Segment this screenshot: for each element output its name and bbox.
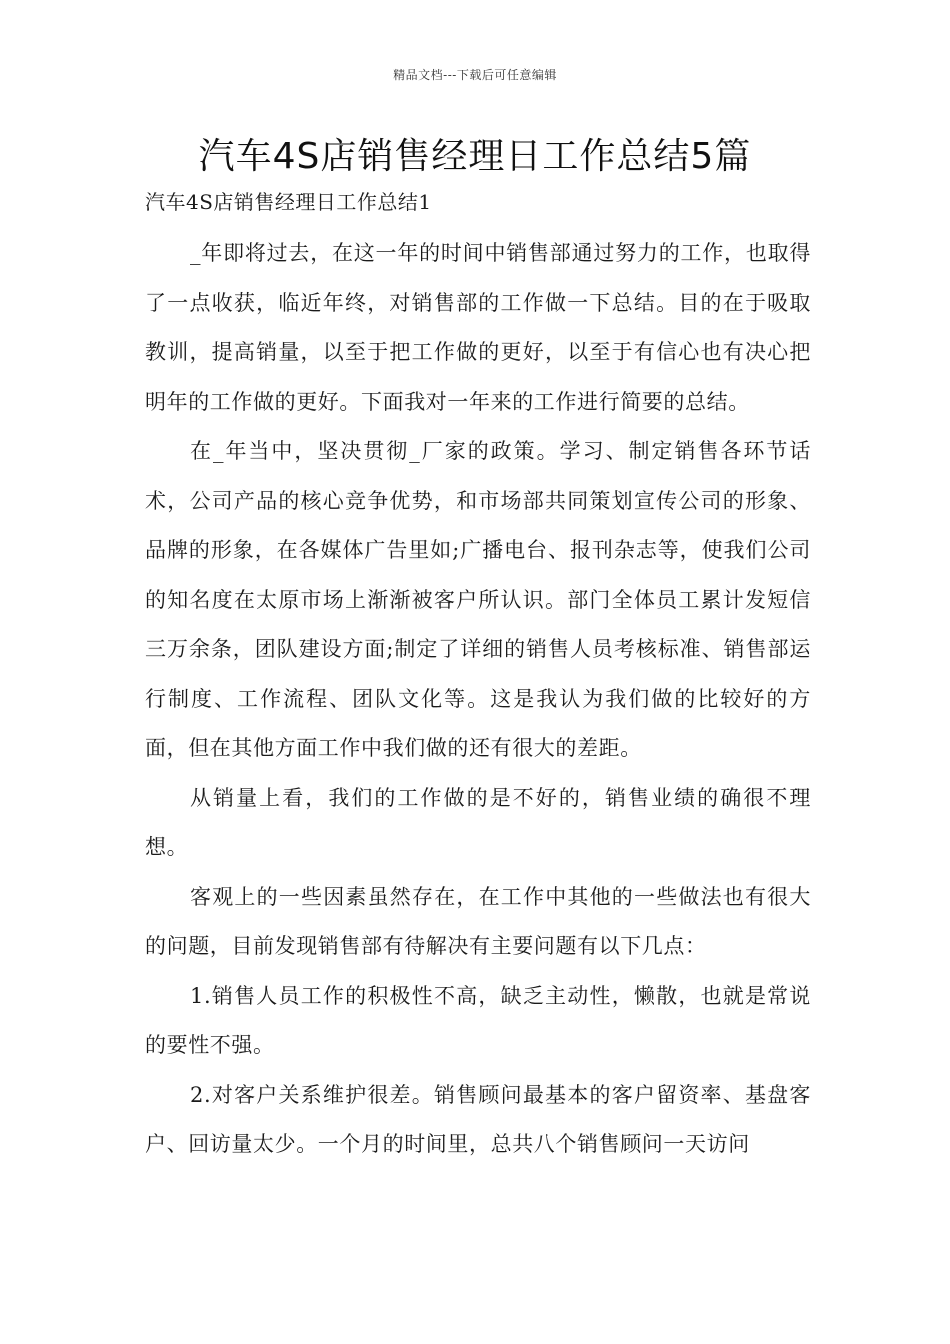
paragraph: 1.销售人员工作的积极性不高，缺乏主动性，懒散，也就是常说的要性不强。 <box>145 983 811 1057</box>
paragraph: _年即将过去，在这一年的时间中销售部通过努力的工作，也取得了一点收获，临近年终，对销售部的工作做一下总结。目的在于吸取教训，提高销量，以至于把工作做的更好，以至于有信心也有决心把明年的工作做的更好。下面我对一年来的工作进行简要的总结。 <box>145 241 811 414</box>
paragraph: 从销量上看，我们的工作做的是不好的，销售业绩的确很不理想。 <box>145 785 811 859</box>
paragraph: 客观上的一些因素虽然存在，在工作中其他的一些做法也有很大的问题，目前发现销售部有待解决有主要问题有以下几点： <box>145 884 811 958</box>
document-title: 汽车4S店销售经理日工作总结5篇 <box>198 136 752 177</box>
header-note: 精品文档---下载后可任意编辑 <box>393 68 557 82</box>
document-body <box>145 229 811 1170</box>
paragraph: 2.对客户关系维护很差。销售顾问最基本的客户留资率、基盘客户、回访量太少。一个月的时间里，总共八个销售顾问一天访问 <box>145 1082 811 1156</box>
section-subtitle: 汽车4S店销售经理日工作总结1 <box>145 190 432 214</box>
paragraph: 在_年当中，坚决贯彻_厂家的政策。学习、制定销售各环节话术，公司产品的核心竞争优势，和市场部共同策划宣传公司的形象、品牌的形象，在各媒体广告里如;广播电台、报刊杂志等，使我们公司的知名度在太原市场上渐渐被客户所认识。部门全体员工累计发短信三万余条，团队建设方面;制定了详细的销售人员考核标准、销售部运行制度、工作流程、团队文化等。这是我认为我们做的比较好的方面，但在其他方面工作中我们做的还有很大的差距。 <box>145 439 811 760</box>
